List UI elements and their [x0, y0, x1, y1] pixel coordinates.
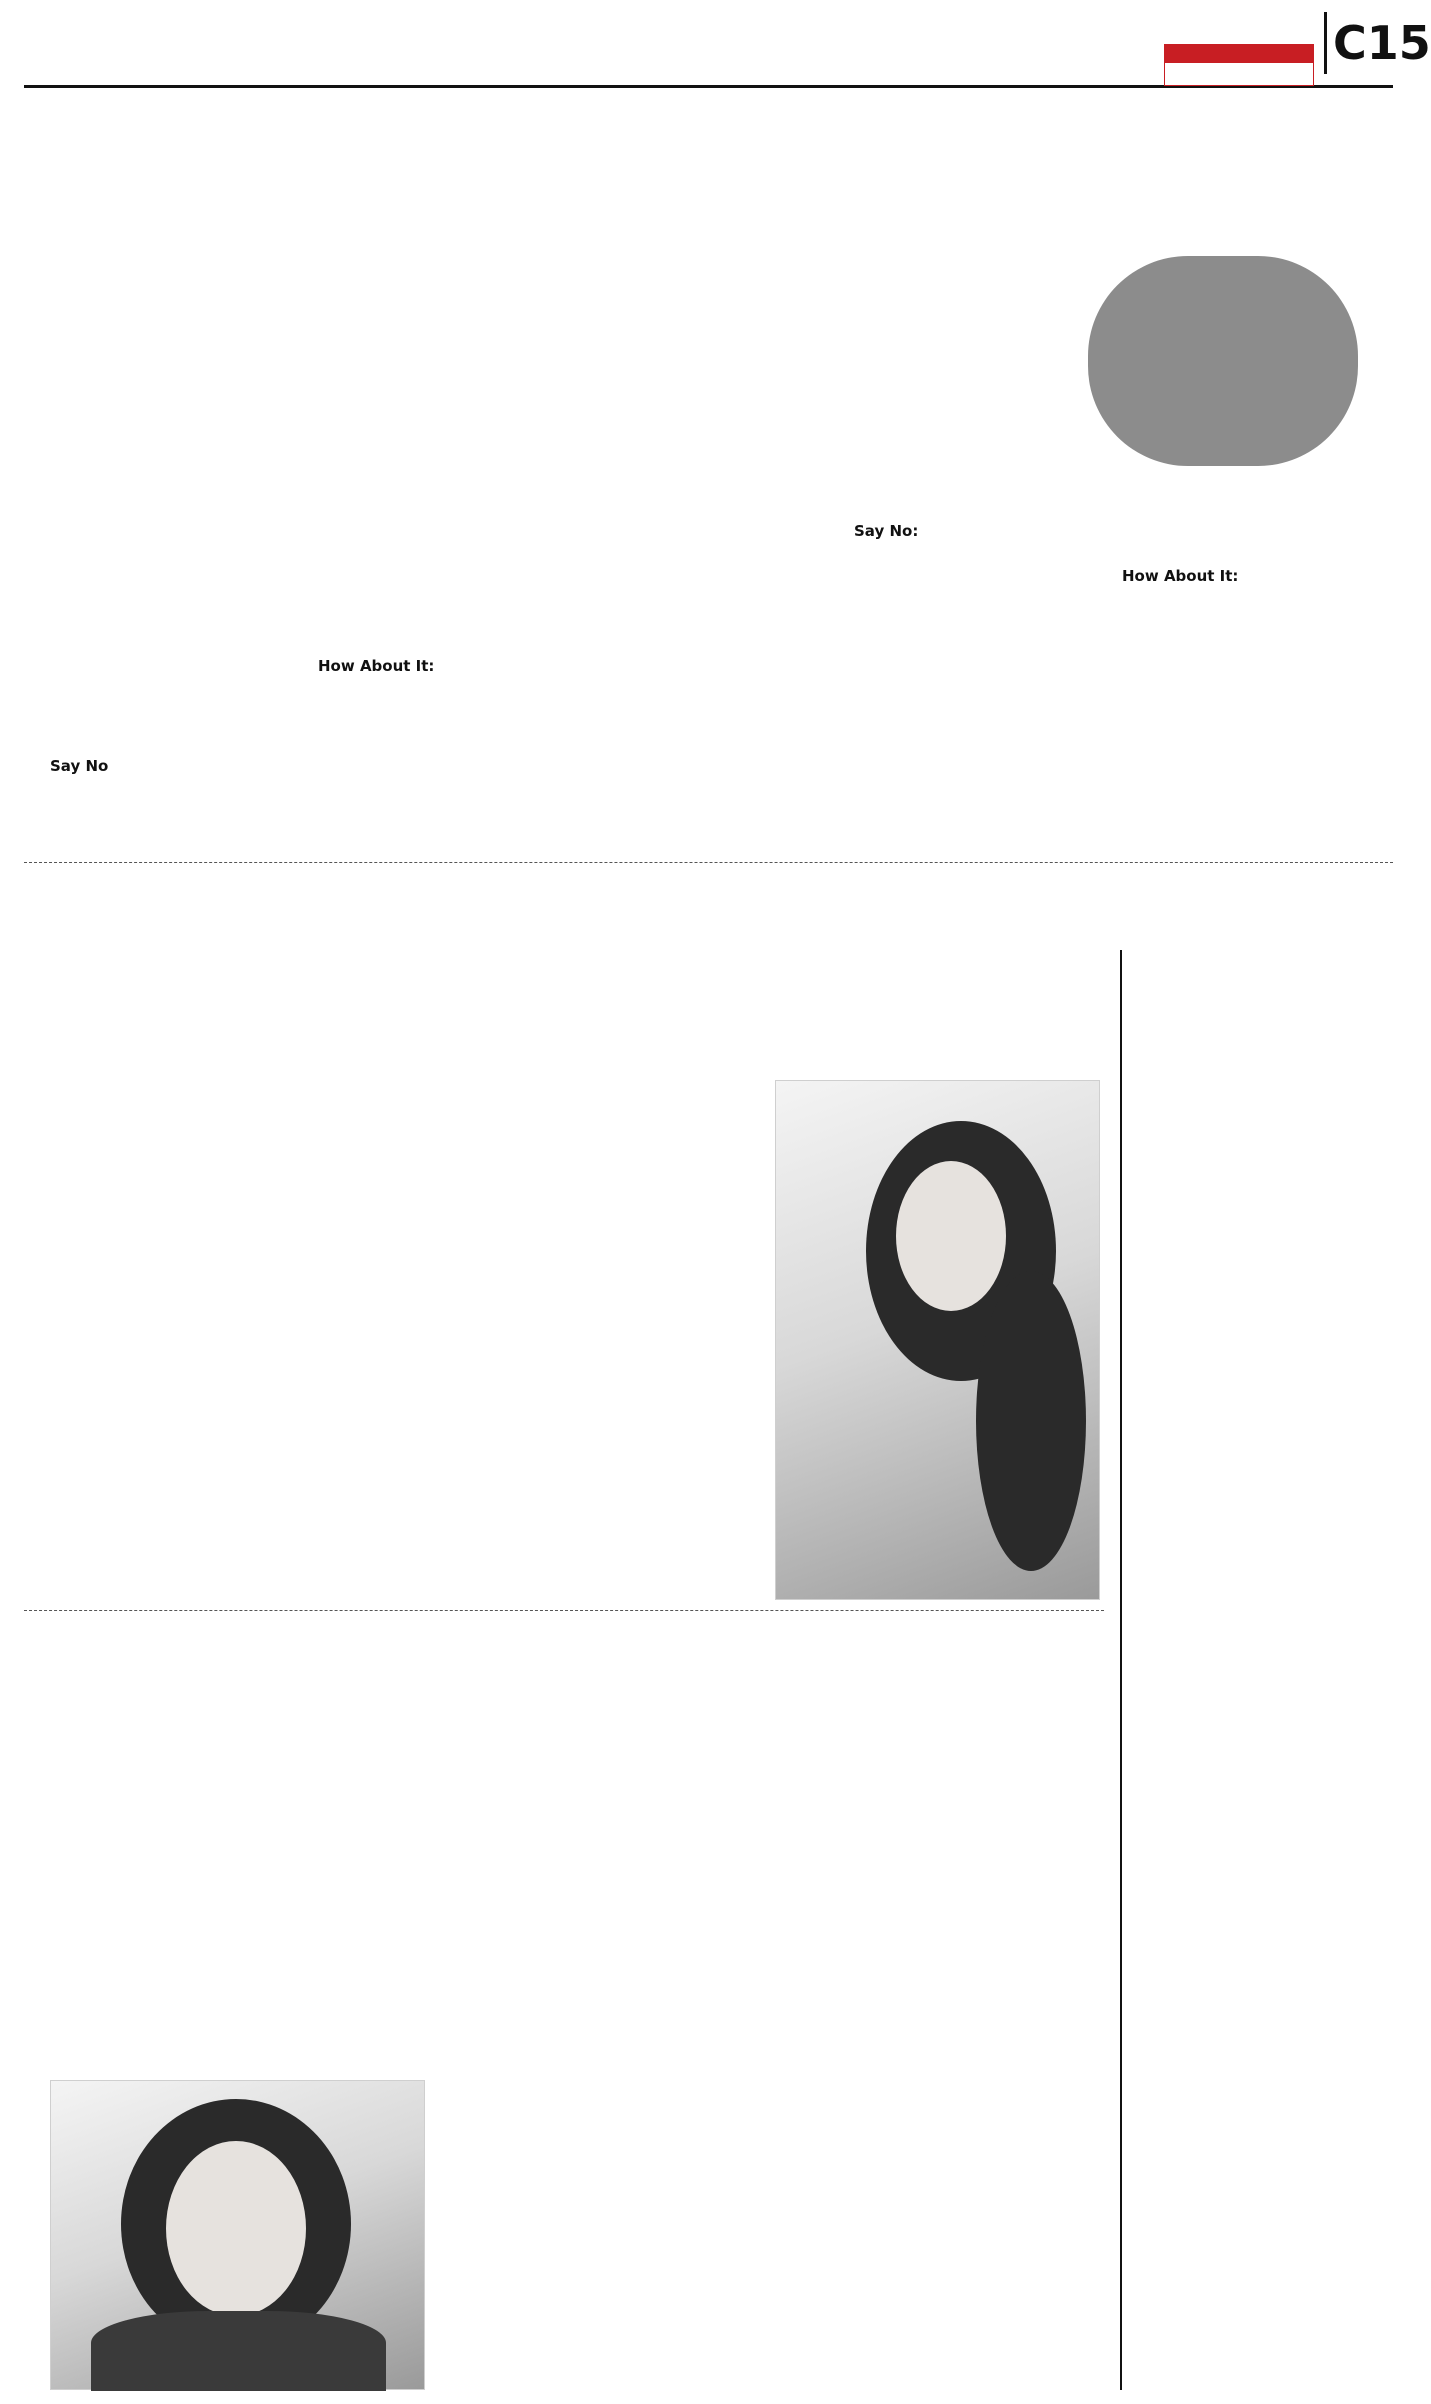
- story2-col2-subhead: [295, 1095, 520, 1117]
- actress-photo: [50, 2080, 425, 2390]
- story1-blurb: [1088, 256, 1358, 466]
- masthead: [24, 0, 1431, 88]
- story1-col2-subhead: How About It:: [318, 657, 435, 675]
- section-divider: [24, 1610, 1104, 1611]
- story2-headline-line1: [50, 880, 1090, 958]
- story1-col5-body2: [1122, 592, 1377, 846]
- story1-headline-line1: [50, 205, 1070, 301]
- photo-face: [166, 2141, 306, 2316]
- story1-col5-subhead: How About It:: [1122, 567, 1239, 585]
- section-label-main: [1165, 63, 1313, 85]
- story1-col2-body2: [318, 682, 568, 846]
- story1-col3-subhead: [586, 612, 836, 634]
- story2-col3-body: [535, 1122, 765, 1272]
- story3-col3-body2: [660, 2018, 865, 2218]
- story2-col1-body: [50, 1085, 285, 1185]
- story1-col1-body: [50, 548, 300, 748]
- story3-col3-body: [660, 1830, 865, 1980]
- story3-col2-subhead2: [440, 2215, 645, 2237]
- sidebar-body2: [1136, 1924, 1380, 2224]
- sidebar-intro: [1136, 960, 1380, 1160]
- sidebar-body1: [1136, 1182, 1380, 1902]
- story2-col1-subhead: [50, 1190, 285, 1212]
- story1-col5-body: [1122, 520, 1377, 560]
- story2-col3-subhead: [535, 1095, 765, 1117]
- model-photo: [775, 1080, 1100, 1600]
- story3-col3-subhead: [660, 1990, 865, 2012]
- photo-hair-curls: [976, 1271, 1086, 1571]
- story1-col4-subhead: Say No:: [854, 522, 919, 540]
- section-label-top: [1165, 45, 1313, 63]
- story3-col4-body: [880, 1830, 1095, 2130]
- story1-col1-subhead: [50, 520, 300, 542]
- story1-col3-body2: [586, 640, 836, 846]
- story3-intro: [50, 1830, 425, 2070]
- story1-headline-line2: [50, 330, 1070, 426]
- story3-col3-subhead2: [660, 2225, 865, 2247]
- story2-col2-body: [295, 1122, 520, 1322]
- story2-col3-body2: [535, 1310, 765, 1590]
- story1-col1-body2: [50, 782, 300, 846]
- story1-col3-body: [586, 520, 836, 610]
- story3-col3-body3: [660, 2252, 865, 2390]
- story2-col2-body2: [295, 1358, 520, 1590]
- story2-col2-subhead2: [295, 1330, 520, 1352]
- story1-col4-body: [854, 548, 1104, 846]
- section-label: [1164, 44, 1314, 86]
- photo-clothing: [91, 2311, 386, 2391]
- sidebar: [1120, 950, 1380, 2390]
- story2-headline-line2: [50, 975, 1090, 1053]
- story3-col4-subhead: [880, 2140, 1095, 2162]
- story1-col2-body: [318, 520, 568, 650]
- story1-col1-subhead2: Say No: [50, 757, 109, 775]
- story3-col2-body: [440, 1888, 645, 2208]
- story3-col4-body2: [880, 2168, 1095, 2390]
- story3-col2-subhead: [440, 1860, 645, 1882]
- story3-headline-line2: [50, 1718, 1090, 1796]
- photo-face: [896, 1161, 1006, 1311]
- story3-col2-body2: [440, 2242, 645, 2390]
- story3-headline-line1: [50, 1620, 1090, 1698]
- section-divider: [24, 862, 1393, 863]
- story2-col3-subhead2: [535, 1282, 765, 1304]
- story2-col1-body2: [50, 1218, 285, 1590]
- page-number: C15: [1324, 12, 1393, 74]
- newspaper-logo: [38, 18, 208, 66]
